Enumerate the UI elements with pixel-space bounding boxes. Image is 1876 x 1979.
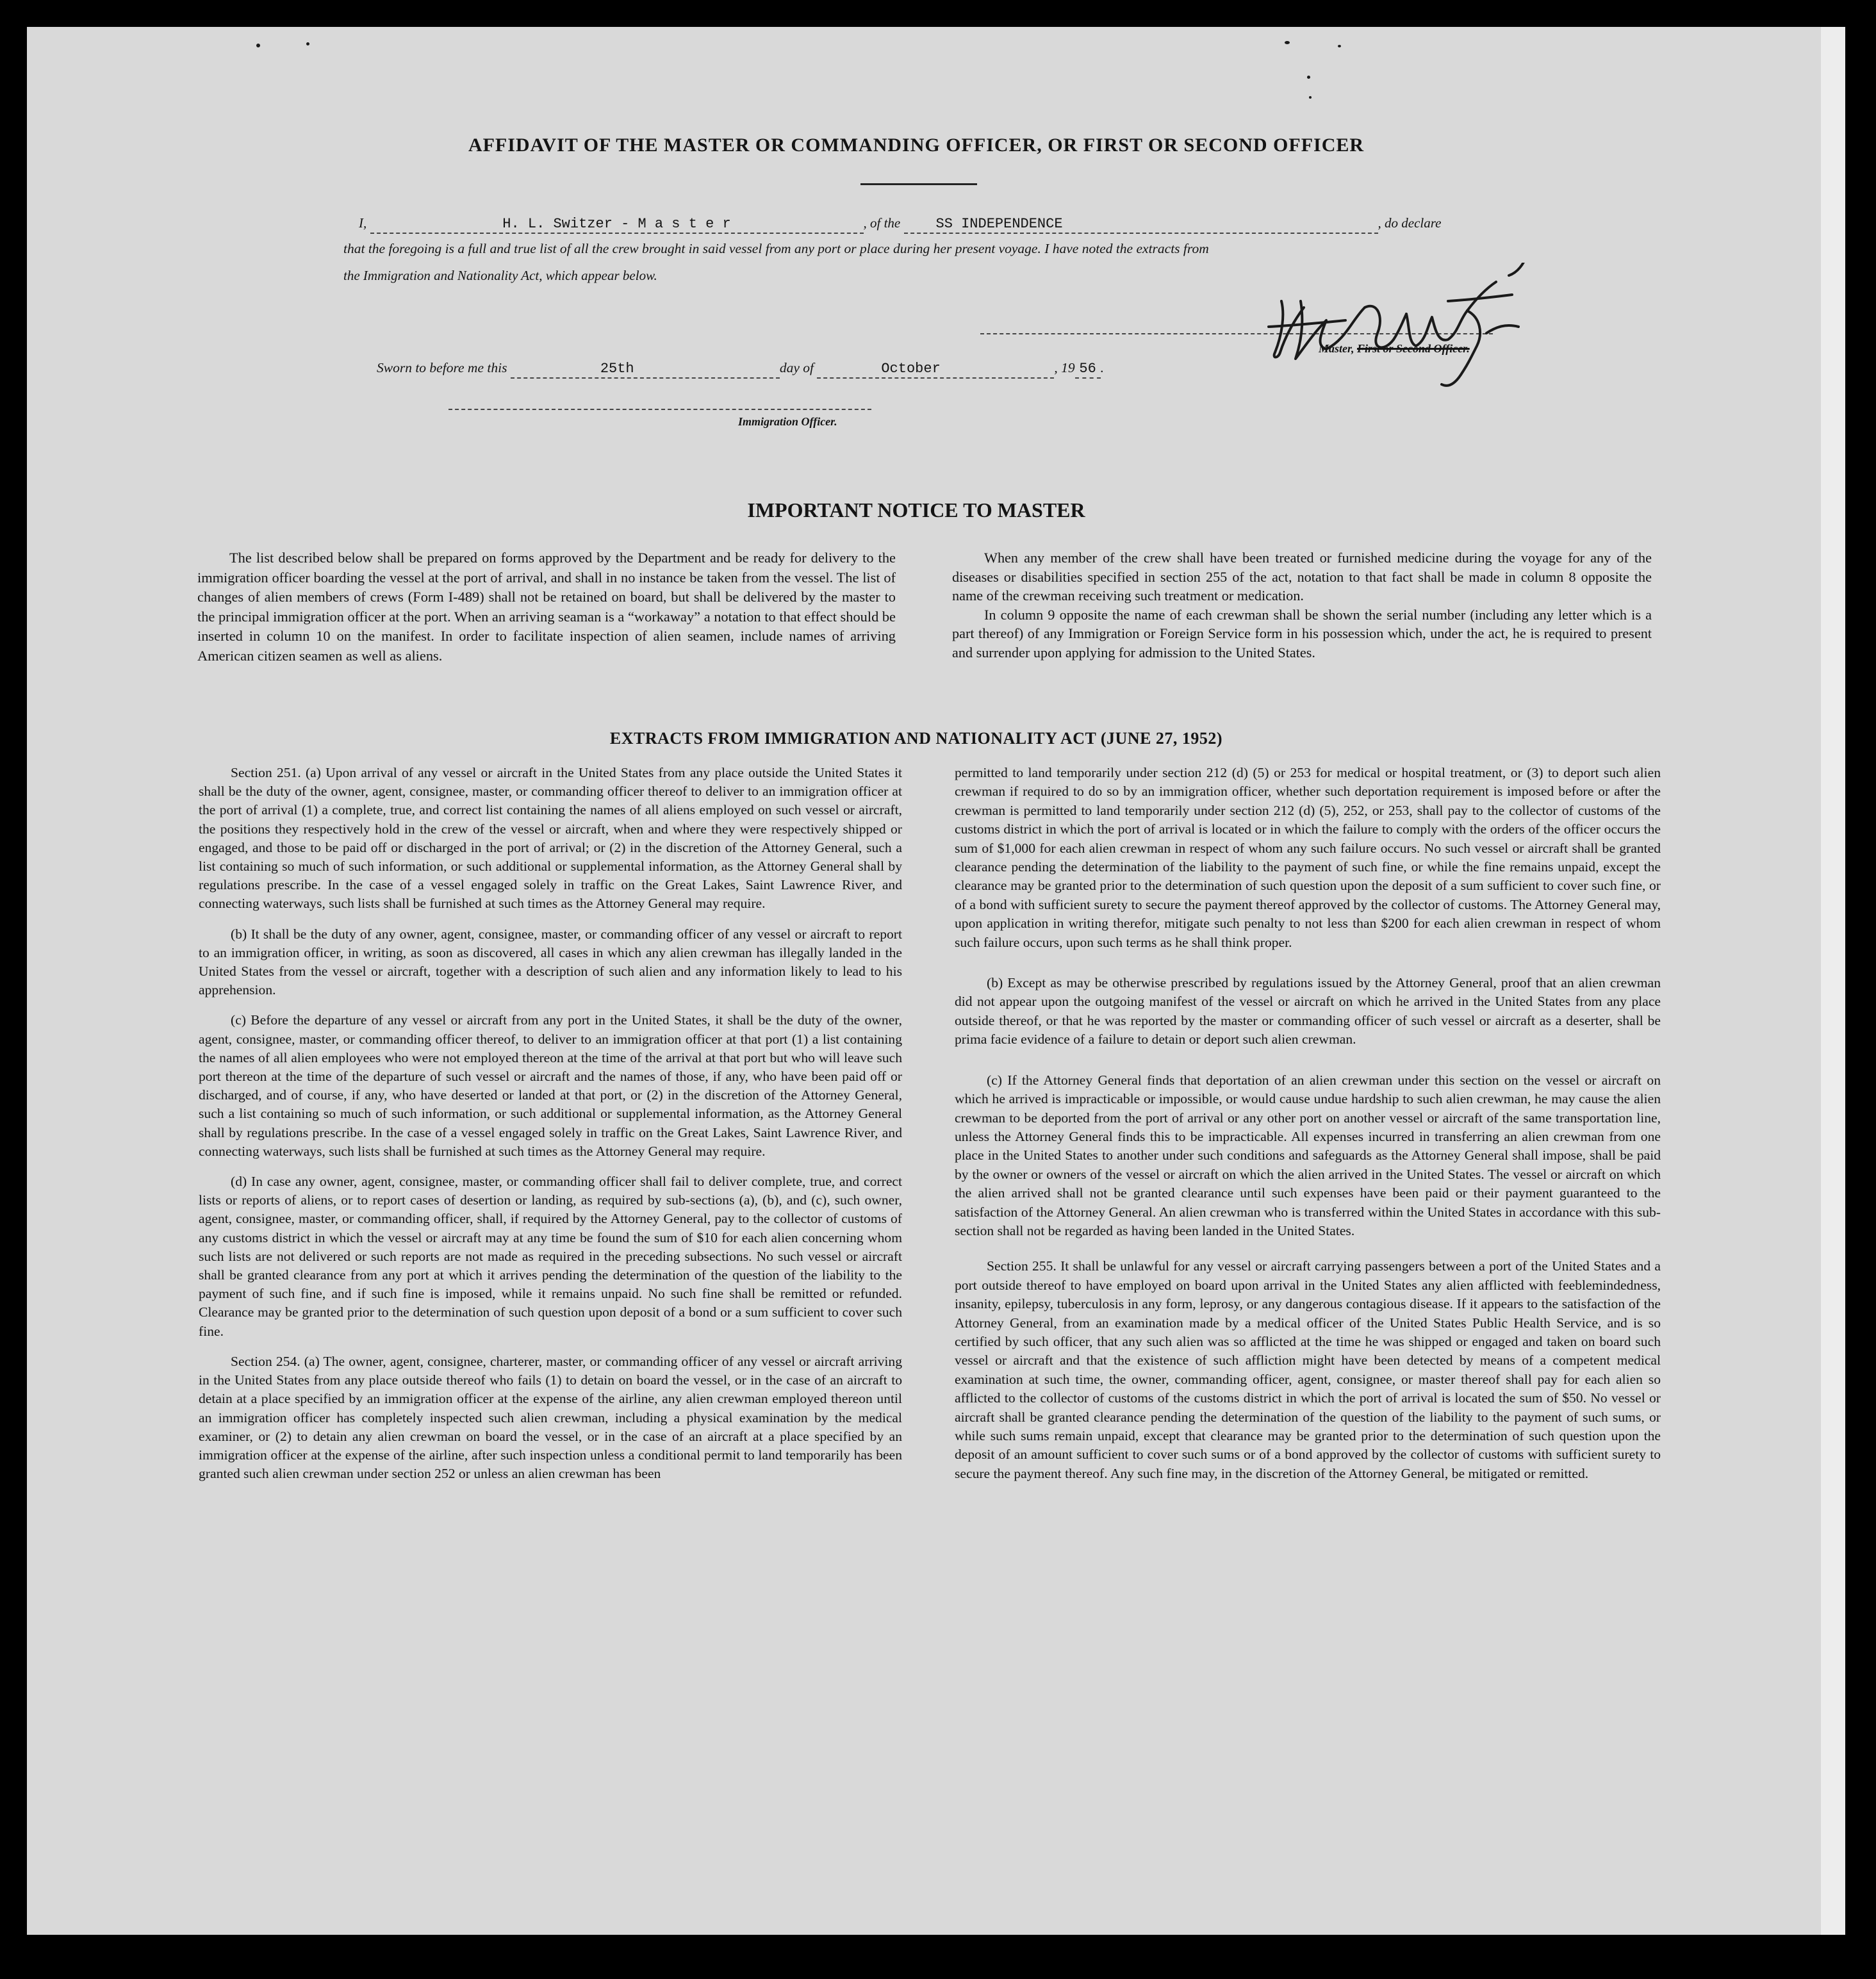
title-rule (860, 183, 977, 185)
section-251-c: (c) Before the departure of any vessel or aircraft from any port in the United States, it shall be the duty of the owner, agent, consignee, master, or commanding officer thereof, to deliver to an immigration officer at that port (1) a list containing the names of all alien employees who were not employed thereon at the time of the arrival at that port but who will leave such port thereon at the time of the departure of such vessel or aircraft and the names of those, if any, who have been paid off or discharged, and of course, if any, who have deserted or landed at that port, or (2) in the discretion of the Attorney General, such a list containing so much of such information, or such additional or supplemental information, as the Attorney General shall by regulations prescribe. In the case of a vessel engaged solely in traffic on the Great Lakes, Saint Lawrence River, and connecting waterways, such lists shall be furnished at such times as the Attorney General may require. (199, 1012, 902, 1159)
section-254-b: (b) Except as may be otherwise prescribed by regulations issued by the Attorney General, proof that an alien crewman did not appear upon the outgoing manifest of the vessel or aircraft on which he arrived in the United States from any place outside thereof, or that he was reported by the master or commanding officer of such vessel or aircraft as a deserter, shall be prima facie evidence of a failure to detain or deport such alien crewman. (955, 975, 1661, 1047)
extracts-title: EXTRACTS FROM IMMIGRATION AND NATIONALITY ACT (JUNE 27, 1952) (609, 729, 1223, 748)
page-edge (1821, 27, 1845, 1935)
notice-right-column (952, 548, 1652, 673)
sworn-prefix: Sworn to before me this (377, 360, 507, 375)
notice-left-paragraph: The list described below shall be prepared on forms approved by the Department and be ready for delivery to the immigration officer boarding the vessel at the port of arrival, and shall in no instance be taken from the vessel. The list of changes of alien members of crews (Form I-489) shall not be retained on board, but shall be delivered by the master to the principal immigration officer at the port. When an arriving seaman is a “workaway” a notation to that effect should be inserted in column 10 on the manifest. In order to facilitate inspection of alien seamen, include names of arriving American citizen seamen as well as aliens. (197, 550, 896, 664)
scan-speck (1309, 96, 1312, 99)
signer-caption-struck: First or Second Officer. (1357, 342, 1470, 355)
officer-signature-line (448, 409, 871, 410)
sworn-month-field[interactable]: October (817, 361, 1054, 379)
master-name-field[interactable]: H. L. Switzer - M a s t e r (370, 216, 864, 234)
section-254-c: (c) If the Attorney General finds that deportation of an alien crewman under this section on the vessel or aircraft on which he arrived is impracticable or impossible, or would cause undue hardship to such alien crewman, he may cause the alien crewman to be deported from the port of arrival or any other port on another vessel or aircraft of the same transportation line, unless the Attorney General finds this to be impracticable. All expenses incurred in transferring an alien crewman from one place in the United States to another under such conditions and safeguards as the Attorney General shall impose, shall be paid by the owner or owners of the vessel or aircraft on which the alien arrived in the United States. The vessel or aircraft on which the alien arrived shall not be granted clearance until such expenses have been paid or their payment guaranteed to the satisfaction of the Attorney General. An alien crewman who is transferred within the United States in accordance with this sub-section shall not be regarded as having been landed in the United States. (955, 1072, 1661, 1238)
section-254-a-continued: permitted to land temporarily under section 212 (d) (5) or 253 for medical or hospital treatment, or (3) to deport such alien crewman if required to do so by an immigration officer, whether such deportation requirement is imposed before or after the crewman is permitted to land temporarily under section 212 (d) (5), 252, or 253, shall pay to the collector of customs of the customs district in which the port of arrival is located or in which the failure to comply with the orders of the officer occurs the sum of $1,000 for each alien crewman in respect of whom any such failure occurs. No such vessel or aircraft shall be granted clearance pending the determination of the liability to the payment of such fine, or while the fine remains unpaid, except the clearance may be granted prior to the determination of such question upon the deposit of a sum sufficient to cover such fine, or of a bond with sufficient surety to secure the payment thereof approved by the collector of customs. The Attorney General may, upon application in writing therefor, mitigate such penalty to not less than $200 for each alien crewman in respect of whom such failure occurs, upon such terms as he shall think proper. (955, 765, 1661, 950)
vessel-name-field[interactable]: SS INDEPENDENCE (904, 216, 1378, 234)
affidavit-line-2: that the foregoing is a full and true list of all the crew brought in said vessel from any port or place during her present voyage. I have noted the extracts from (343, 241, 1209, 256)
sworn-day-field[interactable]: 25th (511, 361, 780, 379)
scan-speck (1285, 41, 1290, 44)
line1-suffix: , do declare (1378, 215, 1442, 231)
affidavit-line-3: the Immigration and Nationality Act, which appear below. (343, 268, 657, 283)
extracts-right-column (955, 764, 1661, 1495)
handwritten-signature (1256, 263, 1544, 391)
notice-title: IMPORTANT NOTICE TO MASTER (747, 498, 1085, 521)
affidavit-title: AFFIDAVIT OF THE MASTER OR COMMANDING OFFICER, OR FIRST OR SECOND OFFICER (468, 135, 1365, 156)
scan-speck (1338, 45, 1341, 47)
notice-right-paragraph-2: In column 9 opposite the name of each crewman shall be shown the serial number (including any letter which is a part thereof) of any Immigration or Foreign Service form in his possession which, under the act, he is required to present and surrender upon applying for admission to the United States. (952, 606, 1652, 661)
line1-mid: , of the (863, 215, 901, 231)
sworn-year-field[interactable]: 56 (1075, 361, 1101, 379)
section-251-d: (d) In case any owner, agent, consignee, master, or commanding officer shall fail to deliver complete, true, and correct lists or reports of aliens, or to report cases of desertion or landing, as required by sub-sections (a), (b), and (c), such owner, agent, consignee, master, or commanding officer, shall, if required by the Attorney General, pay to the collector of customs of any customs district in which the vessel or aircraft may at any time be found the sum of $10 for each alien concerning whom such lists are not delivered or such reports are not made as required in the preceding subsections. No such vessel or aircraft shall be granted clearance from any port at which it arrives pending the determination of the question of the liability to the payment of such fine, and if such fine is imposed, while it remains unpaid. No such fine shall be remitted or refunded. Clearance may be granted prior to the determination of such question upon deposit of a bond or a sum sufficient to cover such fine. (199, 1174, 902, 1339)
section-255: Section 255. It shall be unlawful for any vessel or aircraft carrying passengers between a port of the United States and a port outside thereof to have employed on board upon arrival in the United States any alien afflicted with feeblemindedness, insanity, epilepsy, tuberculosis in any form, leprosy, or any dangerous contagious disease. If it appears to the satisfaction of the Attorney General, from an examination made by a medical officer of the United States Public Health Service, and is so certified by such officer, that any such alien was so afflicted at the time he was shipped or engaged and taken on board such vessel or aircraft and that the existence of such affliction might have been detected by means of a competent medical examination at such time, the owner, commanding officer, agent, consignee, or master thereof shall pay for each alien so afflicted to the collector of customs of the customs district in which the port of arrival is located the sum of $50. No vessel or aircraft shall be granted clearance pending the determination of the question of the liability to the payment of such sums, or while such sums remain unpaid, except that clearance may be granted prior to the determination of such question upon the deposit of an amount sufficient to cover such sums or of a bond approved by the collector of customs with sufficient surety to secure the payment thereof. Any such fine may, in the discretion of the Attorney General, be mitigated or remitted. (955, 1258, 1661, 1481)
sworn-year-prefix: , 19 (1054, 360, 1075, 375)
notice-left-column (197, 548, 896, 677)
scan-speck (306, 42, 309, 45)
immigration-officer-caption: Immigration Officer. (738, 415, 837, 428)
sworn-suffix: . (1100, 360, 1104, 375)
section-251-b: (b) It shall be the duty of any owner, agent, consignee, master, or commanding officer of any vessel or aircraft to report to an immigration officer, in writing, as soon as discovered, all cases in which any alien crewman has illegally landed in the United States from the vessel or aircraft, together with a description of such alien and any information likely to lead to his apprehension. (199, 926, 902, 998)
affidavit-line-1 (359, 215, 1441, 234)
sworn-line (377, 360, 1104, 379)
sworn-mid: day of (779, 360, 814, 375)
scan-speck (256, 44, 260, 47)
section-254-a: Section 254. (a) The owner, agent, consignee, charterer, master, or commanding officer of any vessel or aircraft arriving in the United States from any place outside thereof who fails (1) to detain on board the vessel, or in the case of an aircraft to detain at a place specified by an immigration officer at the expense of the airline, any alien crewman employed thereon until an immigration officer has completely inspected such alien crewman, including a physical examination by the medical examiner, or (2) to detain any alien crewman on board the vessel, or in the case of an aircraft at a place specified by an immigration officer at the expense of the airline, after such inspection unless a conditional permit to land temporarily has been granted such alien crewman under section 252 or unless an alien crewman has been (199, 1353, 902, 1482)
extracts-left-column (199, 764, 902, 1495)
section-251-a: Section 251. (a) Upon arrival of any vessel or aircraft in the United States from any place outside the United States it shall be the duty of the owner, agent, consignee, master, or commanding officer thereof to deliver to an immigration officer at the port of arrival (1) a complete, true, and correct list containing the names of all aliens employed on such vessel or aircraft, the positions they respectively hold in the crew of the vessel or aircraft, when and where they were respectively shipped or engaged, and those to be paid off or discharged in the port of arrival; or (2) in the discretion of the Attorney General, such a list containing so much of such information, or such additional or supplemental information, as the Attorney General shall by regulations prescribe. In the case of a vessel engaged solely in traffic on the Great Lakes, Saint Lawrence River, and connecting waterways, such lists shall be furnished at such times as the Attorney General may require. (199, 765, 902, 912)
signer-caption-master: Master, (1319, 342, 1354, 355)
scan-speck (1307, 76, 1310, 79)
signer-caption (1319, 342, 1470, 356)
notice-right-paragraph-1: When any member of the crew shall have been treated or furnished medicine during the voyage for any of the diseases or disabilities specified in section 255 of the act, notation to that fact shall be made in column 8 opposite the name of the crewman receiving such treatment or medication. (952, 550, 1652, 604)
line1-prefix: I, (359, 215, 367, 231)
